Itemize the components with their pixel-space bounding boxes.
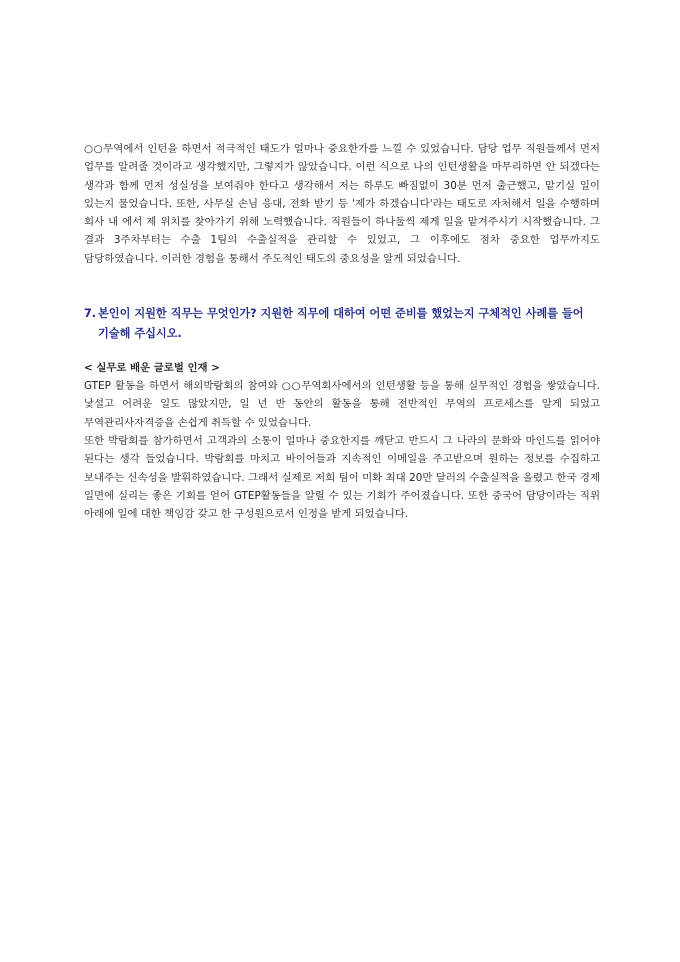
document-content — [84, 140, 600, 523]
answer-title: < 실무로 배운 글로벌 인재 > — [84, 362, 220, 375]
intro-paragraph: ○○무역에서 인턴을 하면서 적극적인 태도가 얼마나 중요한가를 느낄 수 있었습니다. 담당 업무 직원들께서 먼저 업무를 알려줄 것이라고 생각했지만, 그렇지가 않았습니다. 이런 식으로 나의 인턴생활을 마무리하면 안 되겠다는 생각과 함께 먼저 성실성을 보여줘야 한다고 생각해서 저는 하루도 빠짐없이 30분 먼저 출근했고, 맡기실 일이 있는지 물었습니다. 또한, 사무실 손님 응대, 전화 받기 등 '제가 하겠습니다'라는 태도로 자처해서 일을 수행하며 회사 내 에서 제 위치를 찾아가기 위해 노력했습니다. 직원들이 하나둘씩 제게 일을 맡겨주시기 시작했습니다. 그 결과 3주차부터는 수출 1팀의 수출실적을 관리할 수 있었고, 그 이후에도 점차 중요한 업무까지도 담당하였습니다. 이러한 경험을 통해서 주도적인 태도의 중요성을 알게 되었습니다. — [84, 143, 600, 265]
answer-paragraph-1: GTEP 활동을 하면서 해외박람회의 참여와 ○○무역회사에서의 인턴생활 등을 통해 실무적인 경험을 쌓았습니다. 낯설고 어려운 일도 많았지만, 일 년 반 동안의 활동을 통해 전반적인 무역의 프로세스를 알게 되었고 무역관리사자격증을 손쉽게 취득할 수 있었습니다. — [84, 380, 600, 429]
question-number: 7. — [84, 307, 97, 321]
question-text: 본인이 지원한 직무는 무엇인가? 지원한 직무에 대하여 어떤 준비를 했었는지 구체적인 사례를 들어 기술해 주십시오. — [98, 307, 584, 341]
answer-paragraph-2: 또한 박람회를 참가하면서 고객과의 소통이 얼마나 중요한지를 깨닫고 반드시 그 나라의 문화와 마인드를 읽어야 된다는 생각 들었습니다. 박람회를 마치고 바이어들과 지속적인 이메일을 주고받으며 원하는 정보를 수집하고 보내주는 신속성을 발휘하였습니다. 그래서 실제로 저희 팀이 미화 최대 20만 달러의 수출실적을 올렸고 한국 경제 일면에 실리는 좋은 기회를 얻어 GTEP활동들을 알릴 수 있는 기회가 주어졌습니다. 또한 중국어 담당이라는 직위 아래에 일에 대한 책임감 갖고 한 구성원으로서 인정을 받게 되었습니다. — [84, 434, 600, 521]
question-heading — [84, 304, 600, 344]
